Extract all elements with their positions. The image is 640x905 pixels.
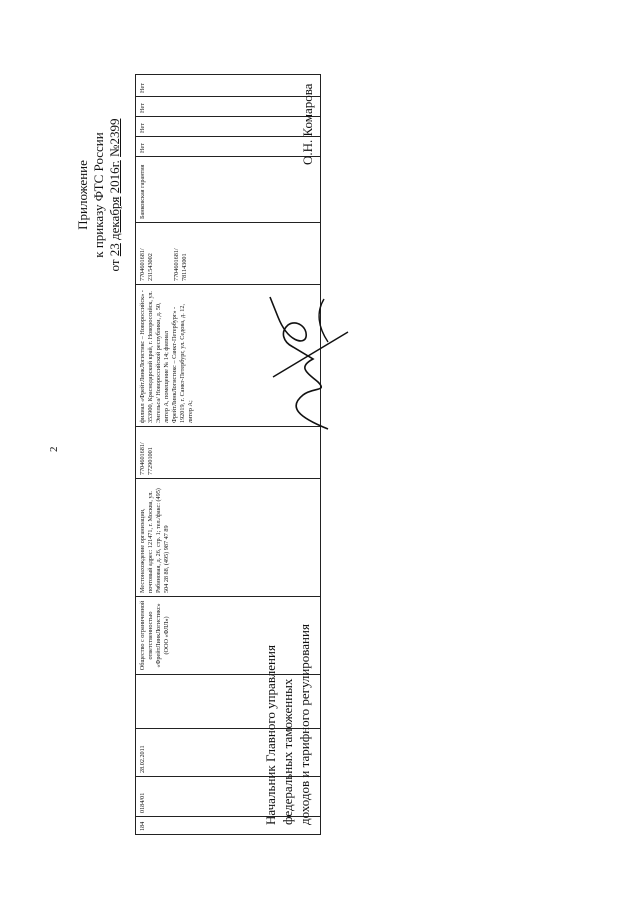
order-number: №2399	[107, 118, 122, 157]
signature-image	[258, 287, 358, 437]
order-day: 23	[107, 243, 122, 257]
signatory-title: Начальник Главного управления федеральных таможенных доходов и тарифного регулирования	[263, 624, 312, 825]
cell-date: 28.02.2011	[136, 729, 321, 777]
cell-no-4: Нет	[136, 75, 321, 97]
signatory-name: О.Н. Комарова	[300, 83, 315, 165]
appendix-title: Приложение	[75, 160, 90, 230]
order-month: декабря	[107, 196, 122, 240]
cell-branches: филиал «ФрейтЛинкЛогистикс – Новороссийск» - 353900, Краснодарский край, г. Новороссийск, ул. Энгельса/ Новороссийской республики, д. 50, литер А, помещение № 14; филиал ФрейтЛинкЛогистикс – Санкт-Петербург» - 192019, г. Санкт-Петербург, ул. Седова, д. 12, литер А;	[136, 285, 321, 427]
cell-reg-number: 0184/01	[136, 777, 321, 817]
appendix-header	[75, 45, 123, 345]
cell-no-2: Нет	[136, 117, 321, 137]
cell-org-name: Общество с ограниченной ответственностью «ФрейтЛинкЛогистикс» (ООО «ФЛЛ»)	[136, 597, 321, 675]
branch-inn-2: 7704601681/ 781143001	[173, 248, 188, 281]
cell-inn-kpp: 7704601681/ 772901001	[136, 427, 321, 479]
page-number: 2	[48, 446, 60, 452]
order-year: 2016г.	[107, 160, 122, 194]
order-date-line: от 23 декабря 2016г. №2399	[107, 118, 122, 272]
cell-address: Местонахождение организации, почтовый адрес: 121471, г. Москва, ул. Рябиновая, д. 26, стр. 1; тел./факс: (495) 504 28 88, (495) 987 47 89	[136, 479, 321, 597]
cell-no-1: Нет	[136, 137, 321, 157]
cell-branch-inn	[136, 223, 321, 285]
order-reference: к приказу ФТС России	[91, 132, 106, 258]
cell-number: 184	[136, 817, 321, 835]
cell-guarantee: Банковская гарантия	[136, 157, 321, 223]
branch-inn-1: 7704601681/ 231543002	[139, 248, 154, 281]
cell-no-3: Нет	[136, 97, 321, 117]
